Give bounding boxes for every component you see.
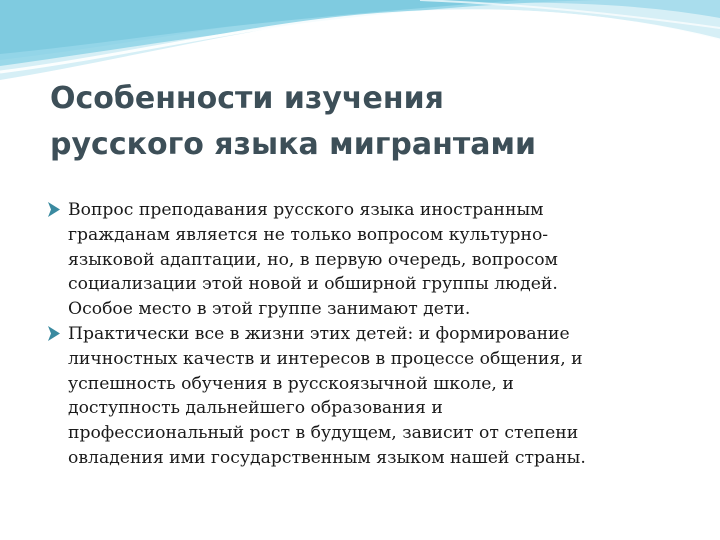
bullet-text: Практически все в жизни этих детей: и формирование личностных качеств и интересов в процессе общения, и успешность обучения в русскоязычной школе, и доступность дальнейшего образования и профессиональный рост в будущем, зависит от степени овладения ими государственным языком нашей страны. — [68, 323, 586, 468]
bullet-text: Вопрос преподавания русского языка иностранным гражданам является не только вопросом культурно- языковой адаптации, но, в первую очередь, вопросом социализации этой новой и обширной группы людей. Особое место в этой группе занимают дети. — [68, 200, 558, 320]
arrowhead-bullet-icon — [48, 326, 60, 341]
slide-title — [50, 76, 690, 168]
title-line-1: Особенности изучения — [50, 81, 444, 116]
bullet-item — [46, 322, 686, 471]
bullet-item — [46, 198, 686, 322]
bullet-list — [46, 198, 686, 471]
title-line-2: русского языка мигрантами — [50, 127, 537, 162]
arrowhead-bullet-icon — [48, 202, 60, 217]
